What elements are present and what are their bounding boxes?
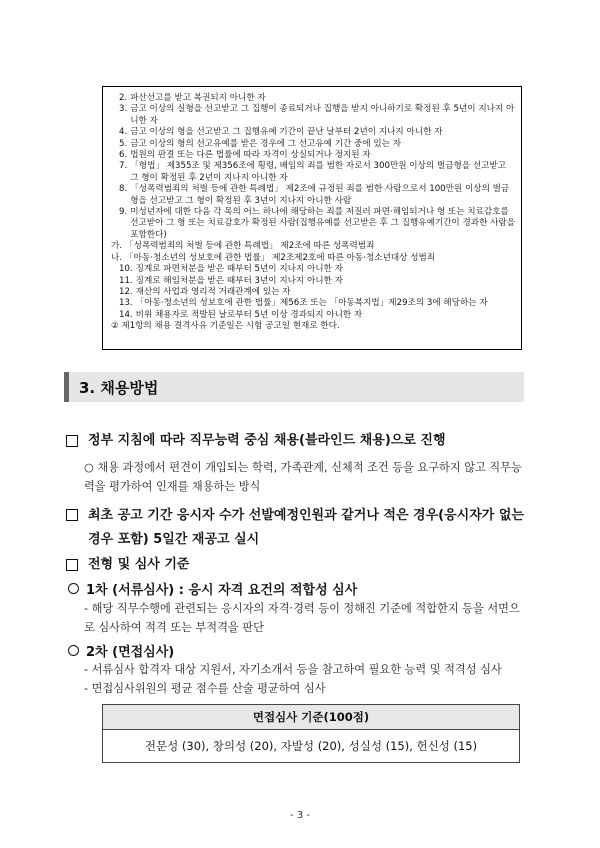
disqualification-item (111, 93, 515, 104)
interview-criteria-table (102, 704, 520, 763)
bullet-reannouncement-text: 최초 공고 기간 응시자 수가 선발예정인원과 같거나 적은 경우(응시자가 없는 경우 포함) 5일간 재공고 실시 (88, 508, 524, 547)
disqualification-item-number: 11. (119, 275, 133, 286)
disqualification-item-number: 5. (119, 138, 128, 149)
disqualification-list (111, 93, 515, 321)
disqualification-item (111, 287, 515, 298)
disqualification-item (111, 184, 515, 207)
disqualification-item (111, 127, 515, 138)
disqualification-item (111, 276, 515, 287)
stage2-heading (68, 641, 174, 660)
disqualification-item-text: 「형법」 제355조 및 제356조에 횡령, 배임의 죄를 범한 자로서 300만원 이상의 벌금형을 선고받고 그 형이 확정된 후 2년이 지나지 아니한 자 (130, 161, 507, 183)
disqualification-item-number: 가. (111, 241, 123, 252)
disqualification-item (111, 264, 515, 275)
interview-criteria-header: 면접심사 기준(100점) (103, 705, 520, 730)
disqualification-item (111, 253, 515, 264)
disqualification-item (111, 104, 515, 127)
disqualification-item (111, 298, 515, 309)
page-number: - 3 - (290, 810, 310, 821)
disqualification-item-number: 6. (119, 150, 128, 161)
square-bullet-icon (66, 509, 78, 521)
disqualification-item-number: 3. (119, 104, 128, 115)
disqualification-item (111, 150, 515, 161)
section-title-text: 3. 채용방법 (79, 378, 159, 397)
disqualification-item-number: 10. (119, 264, 133, 275)
disqualification-item (111, 310, 515, 321)
disqualification-item-text: 「아동·청소년의 성보호에 관한 법률」제56조 또는 「아동복지법」제29조의 3에 해당하는 자 (135, 298, 488, 309)
disqualification-item-text: 미성년자에 대한 다음 각 목의 어느 하나에 해당하는 죄를 저질러 파면·해임되거나 형 또는 치료감호를 선고받아 그 형 또는 치료감호가 확정된 사람(집행유예를 선고받은 후 그 집행유예기간이 경과한 사람을 포함한다) (130, 207, 516, 240)
disqualification-item (111, 139, 515, 150)
blind-hiring-description: ○ 채용 과정에서 편견이 개입되는 학력, 가족관계, 신체적 조건 등을 요구하지 않고 직무능력을 평가하여 인재를 채용하는 방식 (84, 461, 522, 493)
disqualification-item-text: 「아동·청소년의 성보호에 관한 법률」 제2조제2호에 따른 아동·청소년대상 성범죄 (125, 252, 436, 263)
bullet-blind-hiring (66, 430, 526, 452)
disqualification-item-text: 비위 채용자로 적발된 날로부터 5년 이상 경과되지 아니한 자 (135, 309, 363, 320)
disqualification-item-number: 9. (119, 207, 128, 218)
stage2-description-2: - 면접심사위원의 평균 점수를 산술 평균하여 심사 (84, 682, 326, 695)
disqualification-item-text: 금고 이상의 실형을 선고받고 그 집행이 종료되거나 집행을 받지 아니하기로 확정된 후 5년이 지나지 아니한 자 (130, 104, 515, 126)
disqualification-item-number: 나. (111, 252, 123, 263)
stage1-heading (68, 579, 357, 598)
circle-bullet-icon (68, 645, 79, 656)
disqualification-item-number: 2. (119, 93, 128, 103)
disqualification-item-number: 14. (119, 309, 133, 320)
disqualification-note: ② 제1항의 채용 결격사유 기준일은 시험 공고일 현재로 한다. (111, 321, 340, 332)
bullet-reannouncement (66, 504, 526, 552)
disqualification-box (102, 86, 522, 350)
square-bullet-icon (66, 559, 78, 571)
disqualification-item-text: 징계로 해임처분을 받은 때부터 3년이 지나지 아니한 자 (135, 275, 343, 286)
disqualification-item (111, 207, 515, 241)
disqualification-item (111, 241, 515, 252)
section-title (64, 372, 524, 402)
disqualification-item (111, 161, 515, 184)
disqualification-item-text: 재산의 사업과 영리적 거래관계에 있는 자 (135, 286, 291, 297)
stage2-heading-text: 2차 (면접심사) (86, 645, 175, 660)
disqualification-item-number: 8. (119, 184, 128, 195)
square-bullet-icon (66, 435, 78, 447)
bullet-selection-criteria-text: 전형 및 심사 기준 (88, 557, 190, 572)
disqualification-item-text: 법원의 판결 또는 다른 법률에 따라 자격이 상실되거나 정지된 자 (130, 150, 371, 161)
stage1-heading-text: 1차 (서류심사) : 응시 자격 요건의 적합성 심사 (86, 583, 358, 598)
circle-bullet-icon (68, 583, 79, 594)
disqualification-item-text: 징계로 파면처분을 받은 때부터 5년이 지나지 아니한 자 (135, 264, 343, 275)
disqualification-item-number: 12. (119, 286, 133, 297)
bullet-blind-hiring-text: 정부 지침에 따라 직무능력 중심 채용(블라인드 채용)으로 진행 (88, 433, 446, 448)
disqualification-item-text: 파산선고를 받고 복권되지 아니한 자 (130, 93, 266, 103)
stage2-description-1: - 서류심사 합격자 대상 지원서, 자기소개서 등을 참고하여 필요한 능력 및 적격성 심사 (84, 663, 502, 676)
disqualification-item-text: 금고 이상의 형을 선고받고 그 집행유예 기간이 끝난 날부터 2년이 지나지 아니한 자 (130, 127, 443, 138)
disqualification-item-text: 금고 이상의 형의 선고유예를 받은 경우에 그 선고유예 기간 중에 있는 자 (130, 138, 401, 149)
disqualification-item-text: 「성폭력범죄의 처벌 등에 관한 특례법」 제2조에 따른 성폭력범죄 (125, 241, 375, 252)
section-bar (64, 372, 69, 402)
interview-criteria-values: 전문성 (30), 창의성 (20), 자발성 (20), 성실성 (15), 헌신성 (15) (103, 730, 520, 763)
disqualification-item-text: 「성폭력범죄의 처벌 등에 관한 특례법」 제2조에 규정된 죄를 범한 사람으로서 100만원 이상의 벌금형을 선고받고 그 형이 확정된 후 3년이 지나지 아니한 사람 (130, 184, 510, 206)
disqualification-item-number: 4. (119, 127, 128, 138)
disqualification-item-number: 7. (119, 161, 128, 172)
bullet-selection-criteria (66, 554, 526, 576)
disqualification-item-number: 13. (119, 298, 133, 309)
stage1-description: - 해당 직무수행에 관련되는 응시자의 자격·경력 등이 정해진 기준에 적합한지 등을 서면으로 심사하여 적격 또는 부적격을 판단 (84, 602, 520, 634)
